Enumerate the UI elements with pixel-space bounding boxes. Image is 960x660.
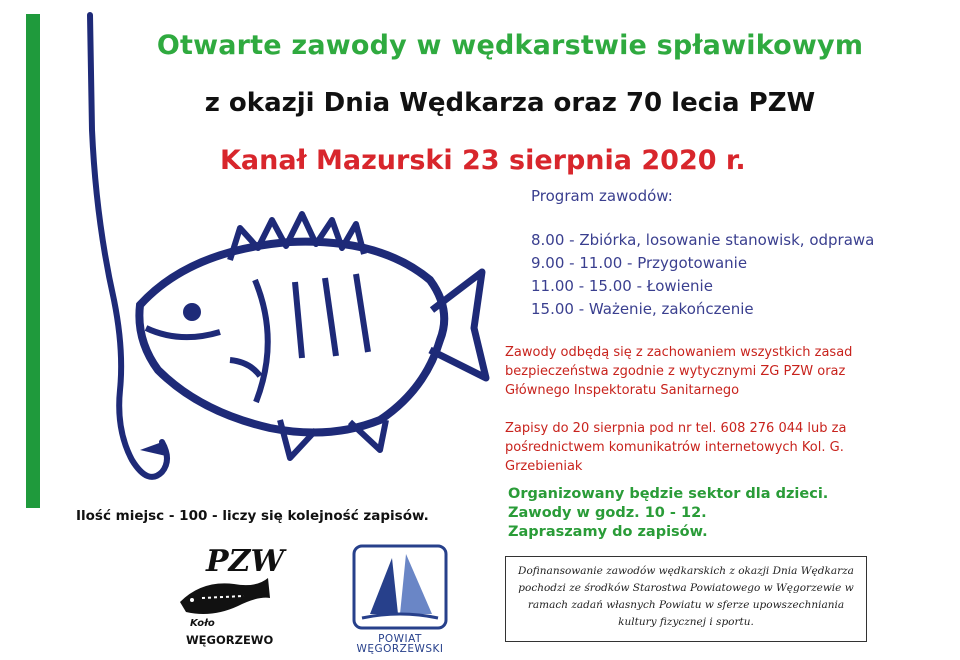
pzw-town-label: WĘGORZEWO [186, 633, 274, 647]
program-heading: Program zawodów: [531, 187, 673, 205]
pzw-kolo-label: Koło [190, 618, 215, 629]
kids-sector-info [508, 485, 828, 542]
sanitary-notice: Zawody odbędą się z zachowaniem wszystkich zasad bezpieczeństwa zgodnie z wytycznymi ZG PZW oraz Głównego Inspektoratu Sanitarnego [505, 345, 853, 398]
powiat-logo-icon [340, 542, 460, 655]
fish-on-hook-icon [80, 10, 500, 500]
program-item: 9.00 - 11.00 - Przygotowanie [531, 254, 748, 272]
kids-line-3: Zapraszamy do zapisów. [508, 524, 708, 540]
capacity-note: Ilość miejsc - 100 - liczy się kolejność zapisów. [76, 508, 429, 524]
kids-line-1: Organizowany będzie sektor dla dzieci. [508, 486, 829, 502]
pzw-logo-icon [172, 540, 285, 650]
registration-notice: Zapisy do 20 sierpnia pod nr tel. 608 276 044 lub za pośrednictwem komunikatrów internetowych Kol. G. Grzebieniak [505, 421, 847, 474]
event-title: Otwarte zawody w wędkarstwie spławikowym [156, 30, 864, 61]
program-item: 15.00 - Ważenie, zakończenie [531, 300, 754, 318]
program-section [531, 187, 874, 321]
powiat-name: POWIAT WĘGORZEWSKI [356, 633, 444, 655]
event-place-date: Kanał Mazurski 23 sierpnia 2020 r. [220, 145, 746, 176]
kids-line-2: Zawody w godz. 10 - 12. [508, 505, 707, 521]
funding-box: Dofinansowanie zawodów wędkarskich z okazji Dnia Wędkarza pochodzi ze środków Starostwa Powiatowego w Węgorzewie w ramach zadań własnych Powiatu w sferze upowszechniania kultury fizycznej i sportu. [505, 556, 867, 642]
program-item: 8.00 - Zbiórka, losowanie stanowisk, odprawa [531, 231, 875, 249]
program-item: 11.00 - 15.00 - Łowienie [531, 277, 713, 295]
event-occasion: z okazji Dnia Wędkarza oraz 70 lecia PZW [204, 88, 816, 118]
powiat-sails-icon [340, 542, 460, 632]
pzw-letters: PZW [206, 544, 285, 579]
